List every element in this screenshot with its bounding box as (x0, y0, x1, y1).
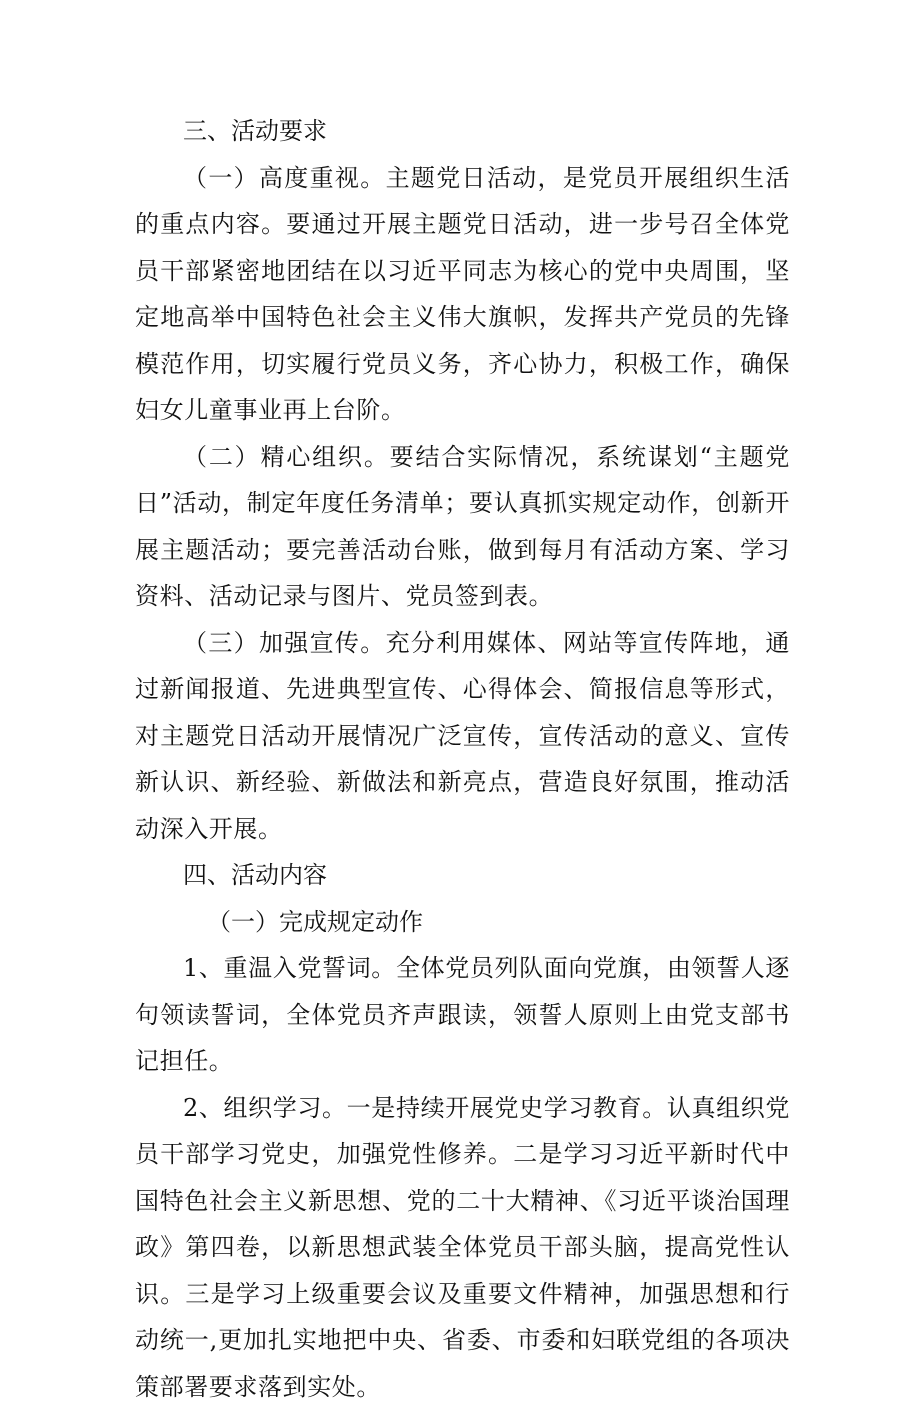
section-4-paragraph-2: 2、组织学习。一是持续开展党史学习教育。认真组织党员干部学习党史，加强党性修养。二是学习习近平新时代中国特色社会主义新思想、党的二十大精神、《习近平谈治国理政》第四卷，以新思想武装全体党员干部头脑，提高党性认识。三是学习上级重要会议及重要文件精神，加强思想和行动统一,更加扎实地把中央、省委、市委和妇联党组的各项决策部署要求落到实处。 (135, 1085, 790, 1410)
section-3-paragraph-1: （一）高度重视。主题党日活动，是党员开展组织生活的重点内容。要通过开展主题党日活动，进一步号召全体党员干部紧密地团结在以习近平同志为核心的党中央周围，坚定地高举中国特色社会主义伟大旗帜，发挥共产党员的先锋模范作用，切实履行党员义务，齐心协力，积极工作，确保妇女儿童事业再上台阶。 (135, 155, 790, 434)
section-4-paragraph-1: 1、重温入党誓词。全体党员列队面向党旗，由领誓人逐句领读誓词，全体党员齐声跟读，领誓人原则上由党支部书记担任。 (135, 945, 790, 1085)
section-3-paragraph-3: （三）加强宣传。充分利用媒体、网站等宣传阵地，通过新闻报道、先进典型宣传、心得体会、简报信息等形式，对主题党日活动开展情况广泛宣传，宣传活动的意义、宣传新认识、新经验、新做法和新亮点，营造良好氛围，推动活动深入开展。 (135, 620, 790, 853)
section-4-heading: 四、活动内容 (135, 852, 790, 899)
section-4-subheading: （一）完成规定动作 (135, 899, 790, 946)
section-3-heading: 三、活动要求 (135, 108, 790, 155)
document-body (135, 108, 790, 1410)
section-3-paragraph-2: （二）精心组织。要结合实际情况，系统谋划“主题党日”活动，制定年度任务清单；要认真抓实规定动作，创新开展主题活动；要完善活动台账，做到每月有活动方案、学习资料、活动记录与图片、党员签到表。 (135, 434, 790, 620)
